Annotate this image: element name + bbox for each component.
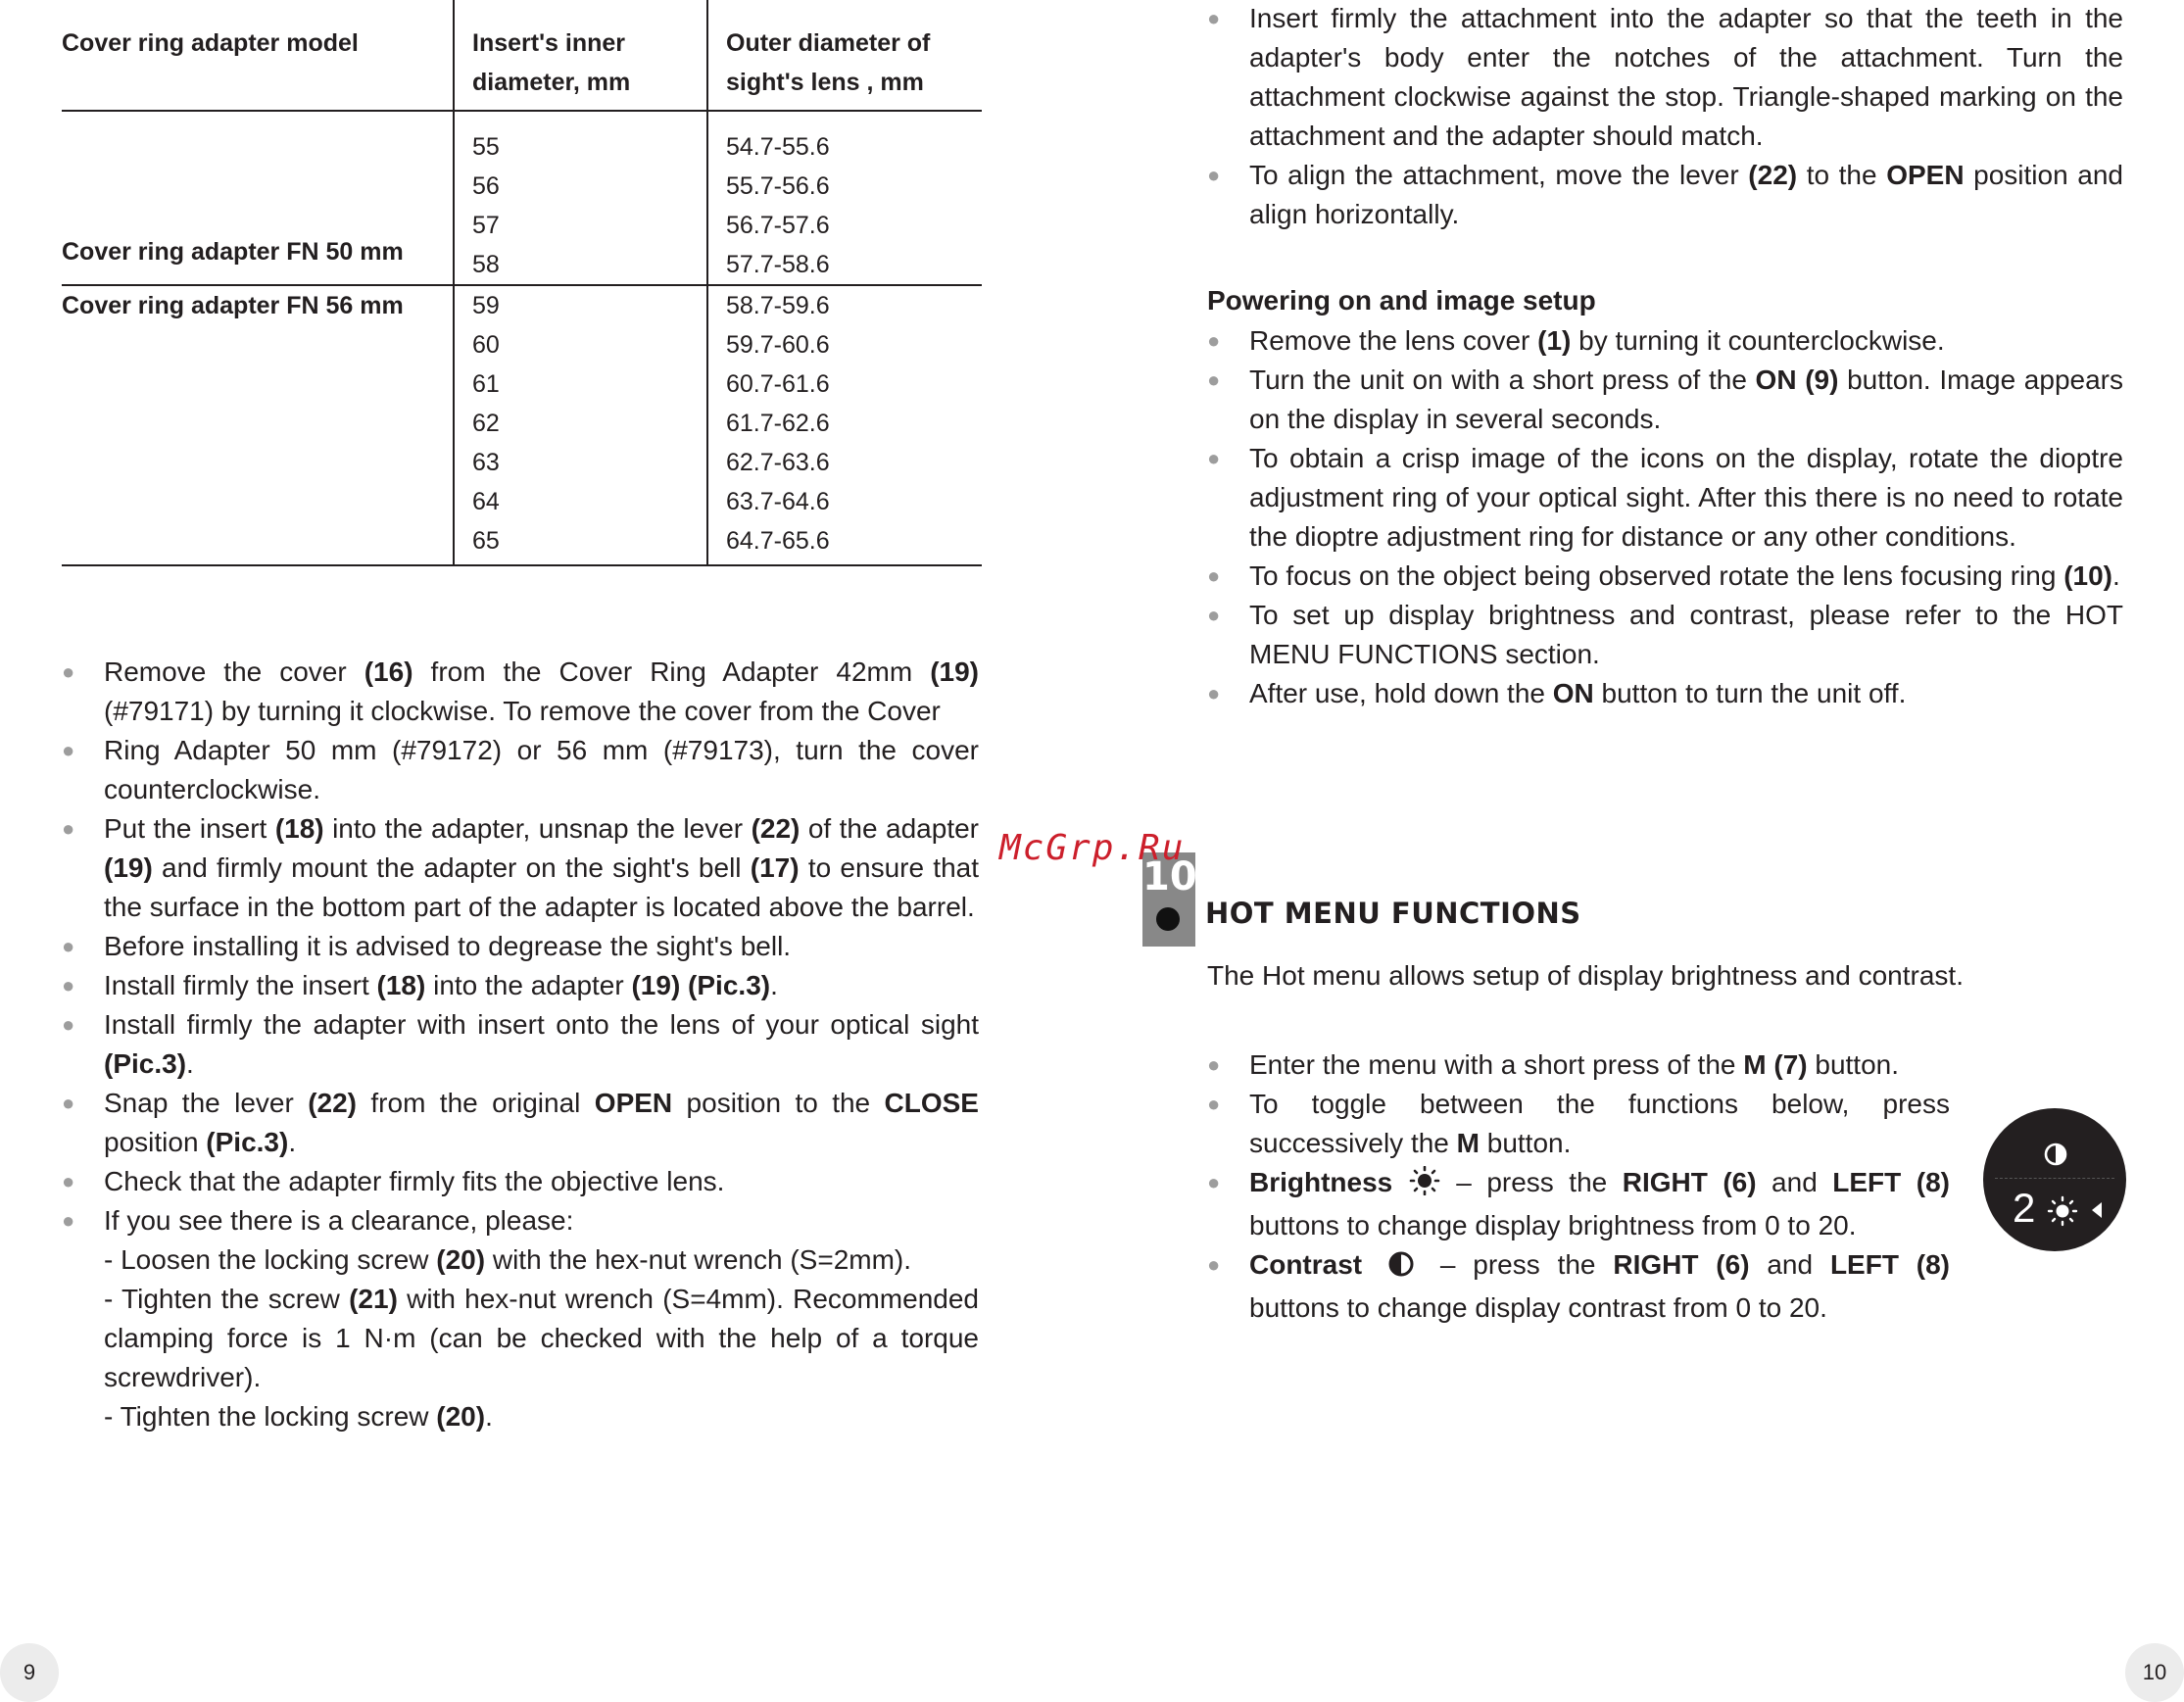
outer-diameter: 63.7-64.6 xyxy=(726,488,830,515)
header-model: Cover ring adapter model xyxy=(62,0,454,111)
list-item: ● After use, hold down the ON button to turn the unit off. xyxy=(1207,674,2123,713)
table-row xyxy=(62,285,982,565)
bullet-icon: ● xyxy=(62,738,75,762)
list-item: ● Before installing it is advised to degrease the sight's bell. xyxy=(62,927,979,966)
outer-diameter: 57.7-58.6 xyxy=(726,251,830,278)
list-item: ● Remove the cover (16) from the Cover Ring Adapter 42mm (19) (#79171) by turning it clockwise. To remove the cover from the Cover xyxy=(62,653,979,731)
list-item: ● Snap the lever (22) from the original OPEN position to the CLOSE position (Pic.3). xyxy=(62,1084,979,1162)
section-number: 10 xyxy=(1142,854,1197,900)
half-circle-icon xyxy=(1380,1249,1423,1289)
bullet-icon: ● xyxy=(62,973,75,997)
list-item: ● To obtain a crisp image of the icons on the display, rotate the dioptre adjustment ring of your optical sight. After this there is no need to rotate the dioptre adjustment ring for distance or any other conditions. xyxy=(1207,439,2123,557)
list-item: ● Install firmly the adapter with insert onto the lens of your optical sight (Pic.3). xyxy=(62,1005,979,1084)
list-item: ● Remove the lens cover (1) by turning it counterclockwise. xyxy=(1207,321,2123,361)
outer-diameter: 64.7-65.6 xyxy=(726,527,830,555)
outer-diameter: 60.7-61.6 xyxy=(726,370,830,398)
bullet-icon: ● xyxy=(1207,6,1221,30)
inner-diameter: 60 xyxy=(472,331,500,359)
bullet-icon: ● xyxy=(1207,563,1221,588)
list-item: ● Check that the adapter firmly fits the objective lens. xyxy=(62,1162,979,1201)
inner-diameter: 56 xyxy=(472,172,500,200)
model-name: Cover ring adapter FN 56 mm xyxy=(62,292,404,319)
powering-steps xyxy=(1207,321,2123,713)
bullet-icon: ● xyxy=(62,1169,75,1193)
watermark: McGrp.Ru xyxy=(999,828,1186,868)
page-number-left: 9 xyxy=(0,1643,59,1702)
attachment-steps xyxy=(1207,0,2123,234)
model-name: Cover ring adapter FN 50 mm xyxy=(62,238,404,266)
page-number-right: 10 xyxy=(2125,1643,2184,1702)
inner-diameter: 59 xyxy=(472,292,500,319)
bullet-icon: ● xyxy=(1207,681,1221,705)
inner-diameter: 58 xyxy=(472,251,500,278)
outer-diameter: 61.7-62.6 xyxy=(726,410,830,437)
bullet-icon: ● xyxy=(62,1012,75,1037)
table-header-row xyxy=(62,0,982,111)
bullet-icon: ● xyxy=(1207,367,1221,392)
sun-icon xyxy=(1408,1166,1441,1206)
inner-diameter: 63 xyxy=(472,449,500,476)
list-item: ● To focus on the object being observed rotate the lens focusing ring (10). xyxy=(1207,557,2123,596)
list-item: ● Install firmly the insert (18) into the adapter (19) (Pic.3). xyxy=(62,966,979,1005)
outer-diameter: 56.7-57.6 xyxy=(726,212,830,239)
half-circle-icon xyxy=(2043,1142,2068,1172)
bullet-icon: ● xyxy=(1207,328,1221,353)
bullet-icon: ● xyxy=(62,659,75,684)
sub-step: - Tighten the locking screw (20). xyxy=(104,1401,493,1432)
sun-icon xyxy=(2046,1194,2079,1233)
bullet-icon: ● xyxy=(1207,1170,1221,1194)
inner-diameter: 61 xyxy=(472,370,500,398)
bullet-icon: ● xyxy=(62,934,75,958)
list-item: ● To toggle between the functions below, press successively the M button. xyxy=(1207,1085,1950,1163)
bullet-icon: ● xyxy=(1207,1092,1221,1116)
bullet-icon: ● xyxy=(62,1208,75,1233)
brightness-level: 2 xyxy=(2013,1185,2036,1231)
outer-diameter: 54.7-55.6 xyxy=(726,133,830,161)
bullet-icon: ● xyxy=(1207,603,1221,627)
bullet-icon: ● xyxy=(62,816,75,841)
header-outer-diameter: Outer diameter of sight's lens , mm xyxy=(707,0,982,111)
left-triangle-icon xyxy=(2090,1200,2104,1225)
bullet-icon: ● xyxy=(62,1091,75,1115)
sub-step: - Tighten the screw (21) with hex-nut wrench (S=4mm). Recommended clamping force is 1 N·m (can be checked with the help of a torque screwdriver). xyxy=(104,1284,979,1392)
list-item: ● To set up display brightness and contrast, please refer to the HOT MENU FUNCTIONS section. xyxy=(1207,596,2123,674)
bullet-icon: ● xyxy=(1207,1052,1221,1077)
inner-diameter: 62 xyxy=(472,410,500,437)
inner-diameter: 55 xyxy=(472,133,500,161)
section-dot-icon xyxy=(1156,907,1180,931)
list-item: ● Turn the unit on with a short press of the ON (9) button. Image appears on the display in several seconds. xyxy=(1207,361,2123,439)
header-inner-diameter: Insert's inner diameter, mm xyxy=(454,0,707,111)
list-item: ● To align the attachment, move the lever (22) to the OPEN position and align horizontally. xyxy=(1207,156,2123,234)
outer-diameter: 55.7-56.6 xyxy=(726,172,830,200)
table-row xyxy=(62,111,982,285)
adapter-install-steps xyxy=(62,653,979,1436)
sub-step: - Loosen the locking screw (20) with the hex-nut wrench (S=2mm). xyxy=(104,1244,912,1275)
section-heading-powering: Powering on and image setup xyxy=(1207,285,1596,316)
bullet-icon: ● xyxy=(1207,1252,1221,1277)
hot-menu-steps xyxy=(1207,1046,1950,1328)
list-item: ● Brightness – press the RIGHT (6) and LEFT (8) buttons to change display brightness from 0 to 20. xyxy=(1207,1163,1950,1245)
outer-diameter: 59.7-60.6 xyxy=(726,331,830,359)
inner-diameter: 65 xyxy=(472,527,500,555)
list-item: ● If you see there is a clearance, please: - Loosen the locking screw (20) with the hex-nut wrench (S=2mm). - Tighten the screw (21) with hex-nut wrench (S=4mm). Recommended clamping force is 1 N·m (can be checked with the help of a torque screwdriver). - Tighten the locking screw (20). xyxy=(62,1201,979,1436)
adapter-spec-table xyxy=(62,0,982,566)
inner-diameter: 64 xyxy=(472,488,500,515)
list-item: ● Put the insert (18) into the adapter, unsnap the lever (22) of the adapter (19) and firmly mount the adapter on the sight's bell (17) to ensure that the surface in the bottom part of the adapter is located above the barrel. xyxy=(62,809,979,927)
outer-diameter: 58.7-59.6 xyxy=(726,292,830,319)
list-item: ● Enter the menu with a short press of the M (7) button. xyxy=(1207,1046,1950,1085)
list-item: ● Insert firmly the attachment into the adapter so that the teeth in the adapter's body enter the notches of the attachment. Turn the attachment clockwise against the stop. Triangle-shaped marking on the attachment and the adapter should match. xyxy=(1207,0,2123,156)
section-heading-hot-menu: HOT MENU FUNCTIONS xyxy=(1205,897,1581,930)
bullet-icon: ● xyxy=(1207,163,1221,187)
list-item: ● Contrast – press the RIGHT (6) and LEFT (8) buttons to change display contrast from 0 to 20. xyxy=(1207,1245,1950,1328)
inner-diameter: 57 xyxy=(472,212,500,239)
divider xyxy=(1995,1178,2114,1179)
hot-menu-display xyxy=(1983,1108,2126,1251)
list-item: ● Ring Adapter 50 mm (#79172) or 56 mm (#79173), turn the cover counterclockwise. xyxy=(62,731,979,809)
outer-diameter: 62.7-63.6 xyxy=(726,449,830,476)
bullet-icon: ● xyxy=(1207,446,1221,470)
hot-menu-intro: The Hot menu allows setup of display brightness and contrast. xyxy=(1207,960,1964,991)
